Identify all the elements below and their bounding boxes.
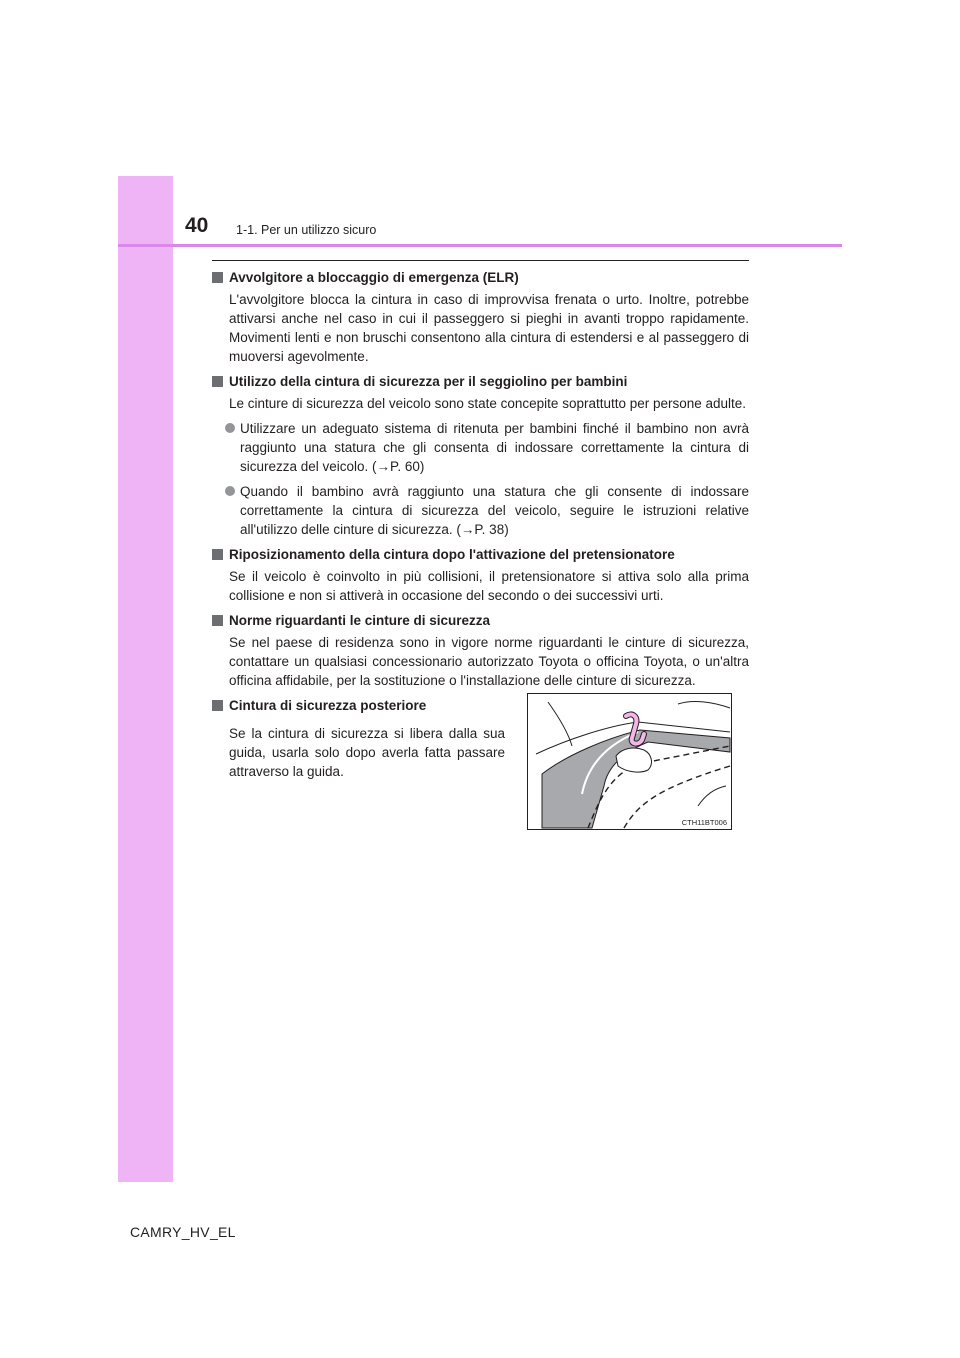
seat-outline bbox=[678, 701, 730, 708]
content-top-rule bbox=[212, 260, 749, 261]
item-body: Se nel paese di residenza sono in vigore norme riguardanti le cinture di sicurezza, contattare un qualsiasi concessionario autorizzato Toyota o officina Toyota, o un'altra officina affidabile, per la sostituzione o l'installazione delle cinture di sicurezza. bbox=[229, 635, 749, 688]
item-body: L'avvolgitore blocca la cintura in caso di improvvisa frenata o urto. Inoltre, potrebbe attivarsi anche nel caso in cui il passeggero si pieghi in avanti troppo rapidamente. Movimenti lenti e non bruschi consentono alla cintura di estendersi e al passeggero di muoversi agevolmente. bbox=[229, 292, 749, 364]
square-bullet-icon bbox=[212, 700, 223, 711]
item-regulations bbox=[212, 611, 749, 690]
item-body: Se il veicolo è coinvolto in più collisioni, il pretensionatore si attiva solo alla prima collisione e non si attiverà in occasione del secondo o dei successivi urti. bbox=[229, 569, 749, 603]
item-heading: Utilizzo della cintura di sicurezza per il seggiolino per bambini bbox=[212, 372, 749, 391]
bullet-item bbox=[212, 482, 749, 539]
belt-guide-drawing bbox=[528, 694, 731, 829]
square-bullet-icon bbox=[212, 615, 223, 626]
section-title: 1-1. Per un utilizzo sicuro bbox=[236, 223, 377, 237]
page-number: 40 bbox=[185, 214, 209, 237]
bullet-text: Utilizzare un adeguato sistema di ritenuta per bambini finché il bambino non avrà raggiunto una statura che gli consenta di indossare correttamente la cintura di sicurezza del veicolo. (→P. 60) bbox=[240, 421, 749, 474]
square-bullet-icon bbox=[212, 272, 223, 283]
item-heading: Riposizionamento della cintura dopo l'attivazione del pretensionatore bbox=[212, 545, 749, 564]
item-body: Le cinture di sicurezza del veicolo sono state concepite soprattutto per persone adulte. bbox=[229, 396, 747, 411]
item-heading: Norme riguardanti le cinture di sicurezza bbox=[212, 611, 749, 630]
bullet-item bbox=[212, 419, 749, 476]
belt-guide bbox=[616, 748, 651, 772]
square-bullet-icon bbox=[212, 376, 223, 387]
item-body: Se la cintura di sicurezza si libera dalla sua guida, usarla solo dopo averla fatta passare attraverso la guida. bbox=[229, 726, 505, 779]
figure-code: CTH11BT006 bbox=[681, 818, 727, 827]
item-child-seat bbox=[212, 372, 749, 539]
round-bullet-icon bbox=[225, 423, 235, 433]
round-bullet-icon bbox=[225, 486, 235, 496]
side-color-band bbox=[118, 176, 173, 1182]
seat-outline bbox=[548, 702, 572, 746]
square-bullet-icon bbox=[212, 549, 223, 560]
header-rule bbox=[118, 244, 842, 247]
item-elr bbox=[212, 268, 749, 366]
item-pretensioner bbox=[212, 545, 749, 605]
item-heading: Avvolgitore a bloccaggio di emergenza (ELR) bbox=[212, 268, 749, 287]
seat-outline bbox=[698, 786, 726, 806]
rear-belt-guide-illustration bbox=[527, 693, 732, 830]
item-heading: Cintura di sicurezza posteriore bbox=[212, 696, 749, 715]
bullet-text: Quando il bambino avrà raggiunto una statura che gli consente di indossare correttamente la cintura di sicurezza del veicolo, seguire le istruzioni relative all'utilizzo delle cinture di sicurezza. (→P. 38) bbox=[240, 484, 749, 537]
model-code: CAMRY_HV_EL bbox=[130, 1224, 236, 1240]
